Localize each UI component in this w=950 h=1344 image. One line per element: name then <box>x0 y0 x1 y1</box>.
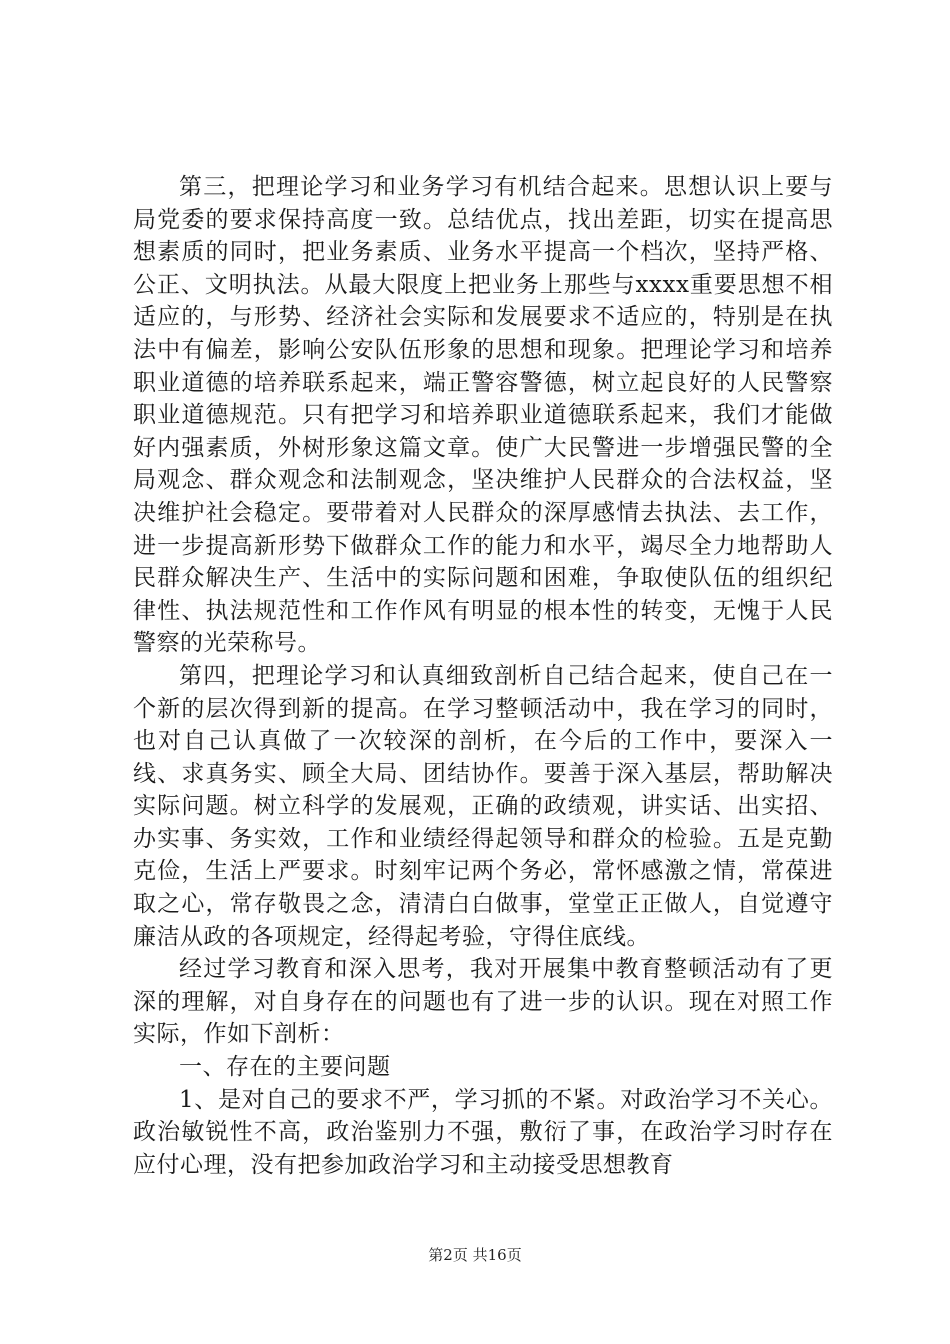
paragraph-reflection: 经过学习教育和深入思考，我对开展集中教育整顿活动有了更深的理解，对自身存在的问题也有了进一步的认识。现在对照工作实际，作如下剖析： <box>133 956 833 1048</box>
page-number-footer: 第2页 共16页 <box>428 1246 522 1264</box>
paragraph-fourth-point: 第四，把理论学习和认真细致剖析自己结合起来，使自己在一个新的层次得到新的提高。在学习整顿活动中，我在学习的同时，也对自己认真做了一次较深的剖析，在今后的工作中，要深入一线、求真务实、顾全大局、团结协作。要善于深入基层，帮助解决实际问题。树立科学的发展观，正确的政绩观，讲实话、出实招、办实事、务实效，工作和业绩经得起领导和群众的检验。五是克勤克俭，生活上严要求。时刻牢记两个务必，常怀感激之情，常葆进取之心，常存敬畏之念，清清白白做事，堂堂正正做人，自觉遵守廉洁从政的各项规定，经得起考验，守得住底线。 <box>133 662 833 950</box>
paragraph-problem-1: 1、是对自己的要求不严，学习抓的不紧。对政治学习不关心。政治敏锐性不高，政治鉴别力不强，敷衍了事，在政治学习时存在应付心理，没有把参加政治学习和主动接受思想教育 <box>133 1086 833 1178</box>
paragraph-third-point: 第三，把理论学习和业务学习有机结合起来。思想认识上要与局党委的要求保持高度一致。总结优点，找出差距，切实在提高思想素质的同时，把业务素质、业务水平提高一个档次，坚持严格、公正、文明执法。从最大限度上把业务上那些与xxxx重要思想不相适应的，与形势、经济社会实际和发展要求不适应的，特别是在执法中有偏差，影响公安队伍形象的思想和现象。把理论学习和培养职业道德的培养联系起来，端正警容警德，树立起良好的人民警察职业道德规范。只有把学习和培养职业道德联系起来，我们才能做好内强素质，外树形象这篇文章。使广大民警进一步增强民警的全局观念、群众观念和法制观念，坚决维护人民群众的合法权益，坚决维护社会稳定。要带着对人民群众的深厚感情去执法、去工作，进一步提高新形势下做群众工作的能力和水平，竭尽全力地帮助人民群众解决生产、生活中的实际问题和困难，争取使队伍的组织纪律性、执法规范性和工作作风有明显的根本性的转变，无愧于人民警察的光荣称号。 <box>133 174 833 657</box>
document-body <box>133 171 833 1181</box>
section-heading-problems: 一、存在的主要问题 <box>179 1054 391 1081</box>
